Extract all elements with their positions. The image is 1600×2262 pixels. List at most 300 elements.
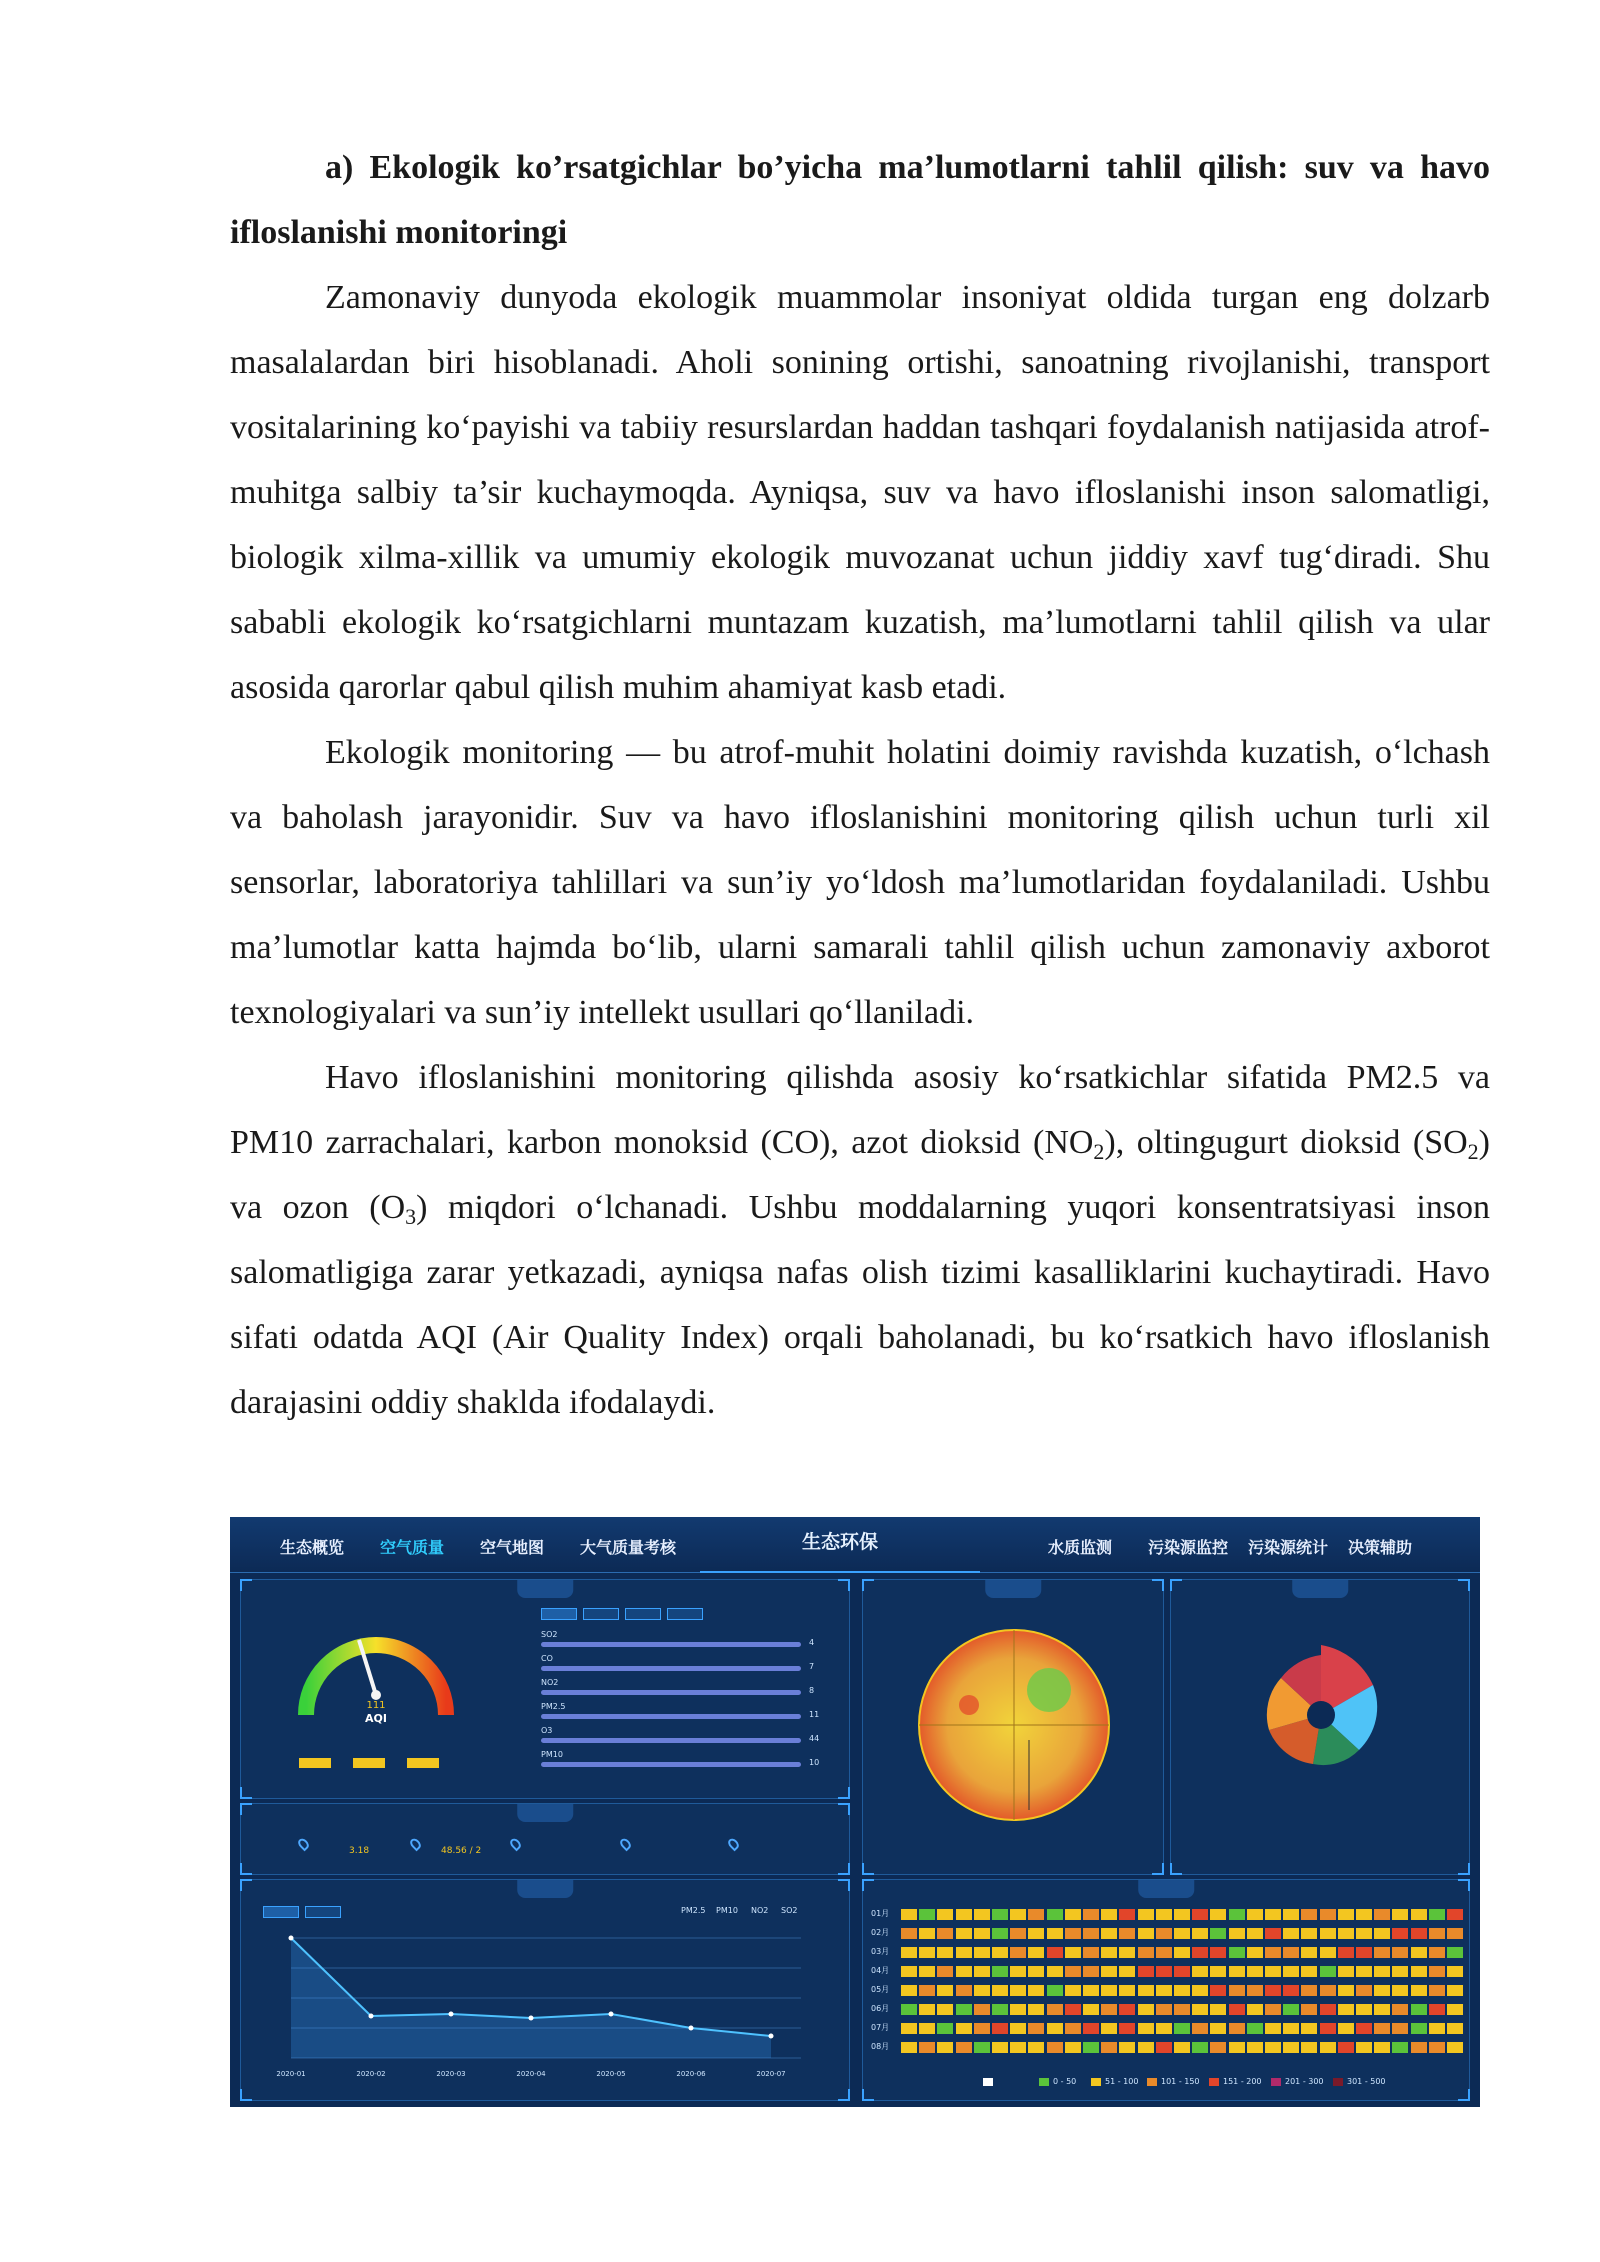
bar [541, 1690, 801, 1695]
calendar-cell [1229, 2042, 1245, 2053]
calendar-cell [1411, 2023, 1427, 2034]
calendar-cell [992, 1947, 1008, 1958]
calendar-cell [1010, 1966, 1026, 1977]
calendar-cell [1356, 2004, 1372, 2015]
panel-title-air-overview [517, 1580, 573, 1598]
calendar-cell [1320, 2042, 1336, 2053]
calendar-cell [1138, 2023, 1154, 2034]
calendar-cell [1010, 2042, 1026, 2053]
legend-range: 0 - 50 [1053, 2077, 1077, 2086]
calendar-cell [1356, 1909, 1372, 1920]
calendar-cell [919, 1909, 935, 1920]
calendar-cell [1338, 1985, 1354, 1996]
calendar-cell [1374, 1985, 1390, 1996]
calendar-cell [1065, 2023, 1081, 2034]
calendar-cell [1210, 1909, 1226, 1920]
calendar-cell [1138, 1985, 1154, 1996]
calendar-cell [1174, 1985, 1190, 1996]
calendar-cell [1247, 1928, 1263, 1939]
calendar-cell [1174, 1947, 1190, 1958]
calendar-cell [1265, 2004, 1281, 2015]
calendar-cell [974, 1928, 990, 1939]
calendar-cell [1192, 2042, 1208, 2053]
calendar-row-label: 06月 [871, 2004, 890, 2013]
calendar-cell [1338, 2042, 1354, 2053]
calendar-cell [1447, 1909, 1463, 1920]
calendar-cell [1210, 1966, 1226, 1977]
calendar-cell [1156, 2042, 1172, 2053]
calendar-cell [1392, 1985, 1408, 1996]
calendar-cell [1392, 1909, 1408, 1920]
calendar-cell [1101, 2023, 1117, 2034]
calendar-cell [1356, 1966, 1372, 1977]
calendar-cell [974, 2004, 990, 2015]
calendar-cell [1210, 2042, 1226, 2053]
calendar-cell [1229, 1947, 1245, 1958]
x-tick: 2020-02 [356, 2070, 386, 2078]
calendar-cell [1174, 2023, 1190, 2034]
bar-label: PM10 [541, 1750, 563, 1759]
calendar-cell [992, 2004, 1008, 2015]
calendar-cell [1320, 1909, 1336, 1920]
calendar-cell [1083, 2023, 1099, 2034]
calendar-cell [1119, 1909, 1135, 1920]
calendar-cell [1119, 1928, 1135, 1939]
calendar-cell [919, 1947, 935, 1958]
calendar-cell [919, 1966, 935, 1977]
calendar-cell [992, 1909, 1008, 1920]
calendar-cell [1392, 1947, 1408, 1958]
calendar-cell [901, 1947, 917, 1958]
bar-tab-1[interactable] [541, 1608, 577, 1620]
bar-tab-3[interactable] [625, 1608, 661, 1620]
bar-label: O3 [541, 1726, 553, 1735]
dashboard-topbar [230, 1517, 1480, 1573]
calendar-cell [1411, 1909, 1427, 1920]
x-tick: 2020-06 [676, 2070, 706, 2078]
calendar-cell [1265, 1947, 1281, 1958]
calendar-cell [1356, 1928, 1372, 1939]
calendar-cell [1429, 1909, 1445, 1920]
calendar-cell [1101, 1966, 1117, 1977]
bar-label: CO [541, 1654, 553, 1663]
calendar-cell [956, 1909, 972, 1920]
calendar-cell [1392, 2023, 1408, 2034]
panel-title-rose [1292, 1580, 1348, 1598]
location-pin-icon [618, 1837, 633, 1852]
calendar-cell [1356, 1985, 1372, 1996]
legend-range: 201 - 300 [1285, 2077, 1324, 2086]
location-pin-icon [408, 1837, 423, 1852]
legend-range: 101 - 150 [1161, 2077, 1200, 2086]
x-tick: 2020-01 [276, 2070, 306, 2078]
calendar-row-label: 03月 [871, 1947, 890, 1956]
calendar-cell [1429, 1947, 1445, 1958]
nav-item-air-assessment[interactable]: 大气质量考核 [580, 1538, 677, 1557]
calendar-cell [1392, 1928, 1408, 1939]
calendar-cell [1447, 2023, 1463, 2034]
calendar-cell [937, 1985, 953, 1996]
calendar-cell [1338, 2023, 1354, 2034]
calendar-cell [1210, 1947, 1226, 1958]
panel-line-chart [240, 1879, 850, 2101]
calendar-cell [919, 1985, 935, 1996]
calendar-cell [1156, 1985, 1172, 1996]
calendar-cell [1338, 1947, 1354, 1958]
calendar-cell [1374, 2042, 1390, 2053]
panel-title-map [985, 1580, 1041, 1598]
calendar-cell [1411, 2042, 1427, 2053]
calendar-cell [1156, 1909, 1172, 1920]
bar-value: 4 [809, 1638, 815, 1647]
calendar-cell [919, 2023, 935, 2034]
calendar-cell [1265, 1985, 1281, 1996]
calendar-cell [919, 2042, 935, 2053]
line-legend: PM2.5 [681, 1906, 706, 1915]
panel-rose-chart [1170, 1579, 1470, 1875]
calendar-cell [1229, 2004, 1245, 2015]
calendar-cell [1101, 1985, 1117, 1996]
calendar-cell [1192, 1966, 1208, 1977]
calendar-cell [992, 1985, 1008, 1996]
calendar-cell [1247, 1966, 1263, 1977]
bar-tab-2[interactable] [583, 1608, 619, 1620]
calendar-cell [1210, 2023, 1226, 2034]
bar [541, 1642, 801, 1647]
panel-title-calendar [1138, 1880, 1194, 1898]
calendar-cell [974, 2023, 990, 2034]
calendar-cell [937, 1928, 953, 1939]
calendar-cell [1065, 1947, 1081, 1958]
calendar-cell [937, 1947, 953, 1958]
line-legend: PM10 [716, 1906, 738, 1915]
pollution-map [899, 1610, 1129, 1840]
bar-value: 44 [809, 1734, 820, 1743]
location-pin-icon [726, 1837, 741, 1852]
calendar-cell [1192, 2023, 1208, 2034]
calendar-cell [1028, 1909, 1044, 1920]
calendar-cell [1156, 1966, 1172, 1977]
kpi-value: 48.56 / 2 [441, 1846, 482, 1856]
paragraph-2: Ekologik monitoring — bu atrof-muhit holatini doimiy ravishda kuzatish, o‘lchash va baholash jarayonidir. Suv va havo ifloslanishini monitoring qilish uchun turli xil sensorlar, laboratoriya tahlillari va sun’iy yo‘ldosh ma’lumotlaridan foydalaniladi. Ushbu ma’lumotlar katta hajmda bo‘lib, ularni samarali tahlil qilish uchun zamonaviy axborot texnologiyalari va sun’iy intellekt usullari qo‘llaniladi. [230, 734, 1490, 1031]
calendar-cell [1392, 2004, 1408, 2015]
calendar-cell [1028, 2023, 1044, 2034]
calendar-cell [974, 1909, 990, 1920]
calendar-cell [1028, 1985, 1044, 1996]
calendar-cell [1083, 1909, 1099, 1920]
bar-value: 7 [809, 1662, 815, 1671]
calendar-row-label: 05月 [871, 1985, 890, 1994]
calendar-row-label: 01月 [871, 1909, 890, 1918]
calendar-cell [1429, 2004, 1445, 2015]
calendar-cell [1138, 1928, 1154, 1939]
calendar-cell [1411, 1947, 1427, 1958]
paragraph-3: Havo ifloslanishini monitoring qilishda asosiy ko‘rsatkichlar sifatida PM2.5 va PM10 zarrachalari, karbon monoksid (CO), azot dioksid $(NO_2)$, oltingugurt dioksid $(SO_2)$ va ozon $(O_3)$ miqdori o‘lchanadi. Ushbu moddalarning yuqori konsentratsiyasi inson salomatligiga zarar yetkazadi, ayniqsa nafas olish tizimi kasalliklarini kuchaytiradi. Havo sifati odatda AQI (Air Quality Index) orqali baholanadi, bu ko‘rsatkich havo ifloslanish darajasini oddiy shaklda ifodalaydi. [230, 1059, 1491, 1421]
calendar-cell [1138, 1947, 1154, 1958]
line-legend: NO2 [751, 1906, 769, 1915]
calendar-cell [1028, 2004, 1044, 2015]
panel-kpi [240, 1803, 850, 1875]
calendar-cell [1065, 1909, 1081, 1920]
kpi-value: 3.18 [349, 1846, 370, 1856]
calendar-cell [1301, 1966, 1317, 1977]
calendar-cell [1101, 2004, 1117, 2015]
calendar-cell [1229, 1909, 1245, 1920]
calendar-cell [1028, 1947, 1044, 1958]
panel-title-kpi [517, 1804, 573, 1822]
bar-value: 8 [809, 1686, 815, 1695]
calendar-cell [1138, 1966, 1154, 1977]
bar-value: 11 [809, 1710, 820, 1719]
calendar-cell [1010, 1947, 1026, 1958]
calendar-cell [1447, 1985, 1463, 1996]
calendar-cell [974, 1966, 990, 1977]
calendar-cell [901, 1966, 917, 1977]
calendar-cell [937, 2023, 953, 2034]
calendar-cell [1101, 1909, 1117, 1920]
calendar-cell [1010, 1909, 1026, 1920]
calendar-cell [1229, 2023, 1245, 2034]
calendar-cell [1192, 1947, 1208, 1958]
calendar-cell [1283, 2004, 1299, 2015]
calendar-cell [1283, 1947, 1299, 1958]
calendar-cell [956, 1966, 972, 1977]
bar [541, 1762, 801, 1767]
calendar-cell [1301, 1909, 1317, 1920]
calendar-cell [1229, 1985, 1245, 1996]
calendar-cell [1247, 1985, 1263, 1996]
panel-air-overview [240, 1579, 850, 1799]
calendar-cell [1192, 1909, 1208, 1920]
calendar-cell [901, 2004, 917, 2015]
legend-range: 51 - 100 [1105, 2077, 1139, 2086]
calendar-cell [1047, 1985, 1063, 1996]
calendar-row-label: 07月 [871, 2023, 890, 2032]
calendar-cell [1047, 1928, 1063, 1939]
calendar-cell [1447, 1947, 1463, 1958]
calendar-cell [1301, 1947, 1317, 1958]
calendar-cell [1028, 2042, 1044, 2053]
calendar-cell [1174, 1966, 1190, 1977]
calendar-cell [1156, 1947, 1172, 1958]
calendar-cell [1047, 1947, 1063, 1958]
calendar-cell [901, 2023, 917, 2034]
calendar-cell [1338, 1966, 1354, 1977]
calendar-row-label: 04月 [871, 1966, 890, 1975]
nav-item-pollution-stats[interactable]: 污染源统计 [1248, 1538, 1329, 1557]
dashboard-title: 生态环保 [700, 1517, 980, 1573]
document-page [230, 135, 1490, 1435]
calendar-cell [937, 2004, 953, 2015]
calendar-cell [1374, 2023, 1390, 2034]
calendar-cell [956, 2023, 972, 2034]
calendar-cell [1083, 1947, 1099, 1958]
calendar-cell [1083, 2042, 1099, 2053]
calendar-cell [992, 1966, 1008, 1977]
calendar-cell [1119, 1985, 1135, 1996]
calendar-cell [1138, 2042, 1154, 2053]
calendar-cell [1083, 1928, 1099, 1939]
calendar-cell [1192, 1985, 1208, 1996]
calendar-cell [1265, 1909, 1281, 1920]
calendar-cell [992, 1928, 1008, 1939]
x-tick: 2020-04 [516, 2070, 546, 2078]
calendar-cell [1010, 1985, 1026, 1996]
nav-item-air-quality[interactable]: 空气质量 [380, 1538, 445, 1557]
calendar-cell [1265, 2042, 1281, 2053]
calendar-cell [1174, 1928, 1190, 1939]
calendar-cell [1265, 1928, 1281, 1939]
calendar-cell [1229, 1928, 1245, 1939]
calendar-cell [1010, 1928, 1026, 1939]
calendar-cell [1247, 2042, 1263, 2053]
panel-map [862, 1579, 1164, 1875]
bar [541, 1666, 801, 1671]
calendar-cell [1101, 1928, 1117, 1939]
pollutant-tag-1 [299, 1758, 331, 1768]
calendar-cell [901, 2042, 917, 2053]
calendar-cell [937, 1909, 953, 1920]
calendar-cell [937, 2042, 953, 2053]
calendar-cell [1411, 1966, 1427, 1977]
calendar-row-label: 02月 [871, 1928, 890, 1937]
calendar-cell [1065, 1985, 1081, 1996]
calendar-cell [1174, 2042, 1190, 2053]
calendar-cell [1229, 1966, 1245, 1977]
nav-item-water[interactable]: 水质监测 [1048, 1538, 1113, 1557]
calendar-cell [1210, 2004, 1226, 2015]
calendar-row-label: 08月 [871, 2042, 890, 2051]
calendar-cell [1320, 2023, 1336, 2034]
legend-range: 151 - 200 [1223, 2077, 1262, 2086]
nav-item-pollution-monitor[interactable]: 污染源监控 [1148, 1538, 1229, 1557]
legend-range: 301 - 500 [1347, 2077, 1386, 2086]
calendar-cell [1283, 1966, 1299, 1977]
calendar-cell [956, 1985, 972, 1996]
panel-title-line-chart [517, 1880, 573, 1898]
calendar-cell [974, 1985, 990, 1996]
calendar-cell [1301, 1985, 1317, 1996]
bar-label: SO2 [541, 1630, 558, 1639]
calendar-cell [1392, 2042, 1408, 2053]
nav-item-air-map[interactable]: 空气地图 [480, 1538, 545, 1557]
section-heading: a) Ekologik ko’rsatgichlar bo’yicha ma’lumotlarni tahlil qilish: suv va havo ifloslanishi monitoringi [230, 149, 1490, 251]
calendar-cell [901, 1909, 917, 1920]
calendar-cell [956, 2042, 972, 2053]
calendar-cell [1320, 1966, 1336, 1977]
location-pin-icon [296, 1837, 311, 1852]
calendar-cell [1283, 2023, 1299, 2034]
bar-tab-4[interactable] [667, 1608, 703, 1620]
calendar-cell [956, 1928, 972, 1939]
calendar-cell [1210, 1928, 1226, 1939]
calendar-cell [1447, 2042, 1463, 2053]
calendar-cell [992, 2023, 1008, 2034]
calendar-cell [1283, 2042, 1299, 2053]
calendar-cell [1338, 1909, 1354, 1920]
calendar-cell [1119, 1947, 1135, 1958]
calendar-cell [1320, 1928, 1336, 1939]
rose-chart [1241, 1640, 1401, 1790]
bar [541, 1714, 801, 1719]
calendar-cell [1411, 1985, 1427, 1996]
calendar-cell [974, 1947, 990, 1958]
calendar-cell [974, 2042, 990, 2053]
gauge-label: AQI [365, 1712, 387, 1725]
nav-item-decision[interactable]: 决策辅助 [1348, 1538, 1413, 1557]
calendar-cell [1283, 1909, 1299, 1920]
calendar-cell [1374, 1928, 1390, 1939]
line-chart [261, 1928, 821, 2088]
calendar-cell [992, 2042, 1008, 2053]
line-tab-1[interactable] [263, 1906, 299, 1918]
x-tick: 2020-05 [596, 2070, 626, 2078]
calendar-cell [1047, 2042, 1063, 2053]
calendar-cell [1065, 1966, 1081, 1977]
calendar-cell [1065, 2042, 1081, 2053]
calendar-cell [1301, 2004, 1317, 2015]
line-tab-2[interactable] [305, 1906, 341, 1918]
calendar-cell [1247, 2004, 1263, 2015]
calendar-cell [1374, 1909, 1390, 1920]
calendar-cell [1411, 2004, 1427, 2015]
calendar-cell [1138, 2004, 1154, 2015]
eco-dashboard-figure [230, 1517, 1480, 2107]
calendar-cell [1247, 1909, 1263, 1920]
calendar-cell [1247, 2023, 1263, 2034]
calendar-cell [1320, 1947, 1336, 1958]
calendar-cell [901, 1928, 917, 1939]
location-pin-icon [508, 1837, 523, 1852]
calendar-cell [1192, 2004, 1208, 2015]
calendar-cell [1010, 2023, 1026, 2034]
calendar-cell [1429, 1928, 1445, 1939]
nav-item-overview[interactable]: 生态概览 [280, 1538, 345, 1557]
calendar-cell [1429, 2042, 1445, 2053]
calendar-cell [1047, 1966, 1063, 1977]
calendar-cell [1101, 1947, 1117, 1958]
calendar-cell [1101, 2042, 1117, 2053]
calendar-cell [1028, 1966, 1044, 1977]
calendar-cell [1338, 2004, 1354, 2015]
calendar-cell [1429, 1985, 1445, 1996]
calendar-cell [1356, 2042, 1372, 2053]
calendar-cell [1083, 1966, 1099, 1977]
calendar-cell [1320, 2004, 1336, 2015]
calendar-cell [1301, 2042, 1317, 2053]
calendar-cell [1374, 1947, 1390, 1958]
calendar-cell [1065, 2004, 1081, 2015]
calendar-cell [1374, 1966, 1390, 1977]
pollutant-tag-2 [353, 1758, 385, 1768]
calendar-cell [1265, 1966, 1281, 1977]
calendar-cell [901, 1985, 917, 1996]
calendar-cell [1320, 1985, 1336, 1996]
calendar-cell [1429, 2023, 1445, 2034]
calendar-cell [1083, 1985, 1099, 1996]
calendar-cell [1028, 1928, 1044, 1939]
calendar-cell [919, 1928, 935, 1939]
calendar-cell [1338, 1928, 1354, 1939]
calendar-cell [1356, 1947, 1372, 1958]
bar-value: 10 [809, 1758, 820, 1767]
line-legend: SO2 [781, 1906, 798, 1915]
bar-label: PM2.5 [541, 1702, 566, 1711]
calendar-cell [1119, 1966, 1135, 1977]
calendar-cell [1265, 2023, 1281, 2034]
calendar-cell [1047, 2004, 1063, 2015]
calendar-cell [1192, 1928, 1208, 1939]
